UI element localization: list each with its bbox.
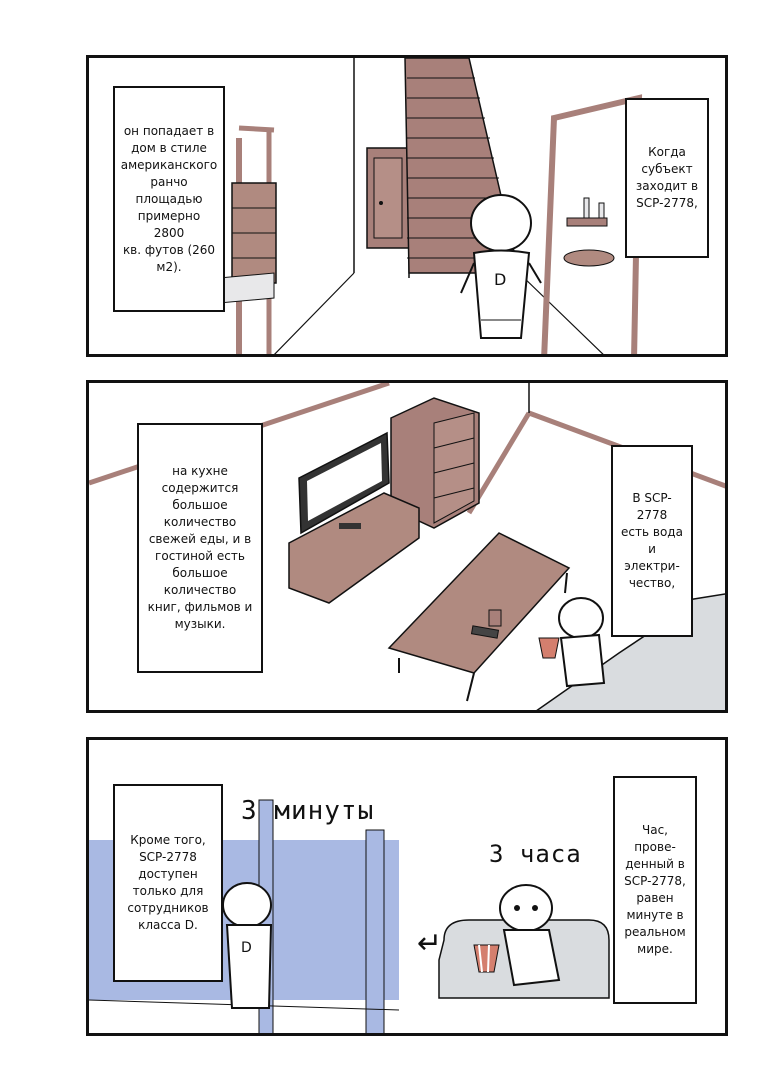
- cup-icon: [489, 610, 501, 626]
- door-icon: [367, 148, 409, 248]
- caption-left: на кухне содержится большое количество свежей еды, и в гостиной есть большое количество книг, фильмов и музыки.: [137, 423, 263, 673]
- caption-left: Кроме того, SCP-2778 доступен только для сотрудников класса D.: [113, 784, 223, 982]
- popcorn-icon: [474, 945, 499, 972]
- caption-right: Час, прове- денный в SCP-2778, равен минуте в реальном мире.: [613, 776, 697, 1004]
- label-3-hours: 3 часа: [489, 840, 582, 868]
- popcorn-icon: [539, 638, 559, 658]
- caption-right: В SCP-2778 есть вода и электри- чество,: [611, 445, 693, 637]
- shirt-letter: D: [241, 940, 252, 956]
- label-3-minutes: 3 минуты: [241, 796, 375, 826]
- bookshelf-icon: [232, 183, 276, 283]
- panel-2: [86, 380, 728, 713]
- arrow-icon: ↵: [417, 926, 443, 961]
- caption-left: он попадает в дом в стиле американского ранчо площадью примерно 2800 кв. футов (260 м2).: [113, 86, 225, 312]
- d-class-character: [559, 598, 604, 686]
- panel-3: [86, 737, 728, 1036]
- shirt-letter: D: [494, 270, 507, 289]
- caption-right: Когда субъект заходит в SCP-2778,: [625, 98, 709, 258]
- panel-1: [86, 55, 728, 357]
